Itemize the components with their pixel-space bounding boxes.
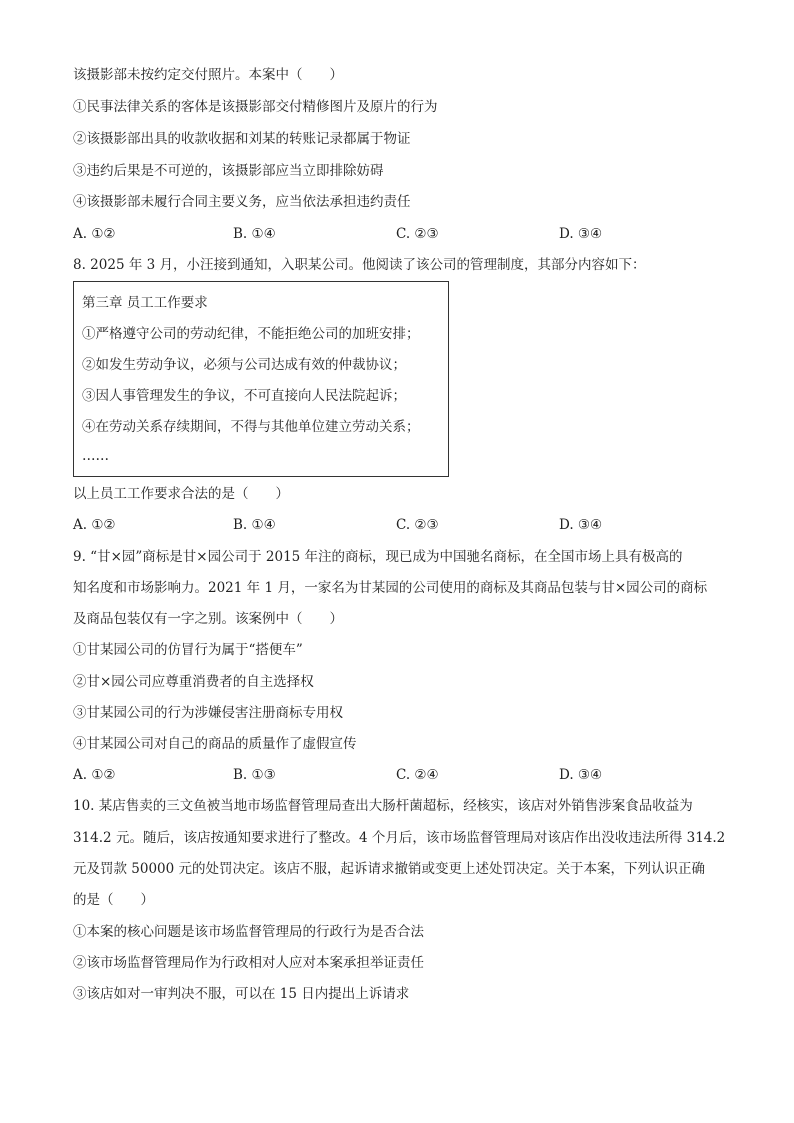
q10-statement-1: ①本案的核心问题是该市场监督管理局的行政行为是否合法 <box>73 924 424 940</box>
q8-stem: 8. 2025 年 3 月，小汪接到通知，入职某公司。他阅读了该公司的管理制度，其部分内容如下： <box>73 257 646 273</box>
q7-statement-4: ④该摄影部未履行合同主要义务，应当依法承担违约责任 <box>73 194 411 210</box>
q9-option-c: C. ②④ <box>396 767 439 783</box>
q8-option-d: D. ③④ <box>559 517 603 533</box>
company-rules-box <box>73 281 449 477</box>
q9-statement-1: ①甘某园公司的仿冒行为属于“搭便车” <box>73 642 303 658</box>
q8-options <box>73 516 753 534</box>
q7-options <box>73 225 753 243</box>
q10-stem-line-4: 的是（ ） <box>73 892 154 908</box>
q9-stem-line-1: 9. “甘×园”商标是甘×园公司于 2015 年注的商标，现已成为中国驰名商标，在全国市场上具有极高的 <box>73 549 683 565</box>
q7-option-d: D. ③④ <box>559 226 603 242</box>
q10-stem-line-2: 314.2 元。随后，该店按通知要求进行了整改。4 个月后，该市场监督管理局对该店作出没收违法所得 314.2 <box>73 830 726 846</box>
q9-statement-4: ④甘某园公司对自己的商品的质量作了虚假宣传 <box>73 736 357 752</box>
q7-option-b: B. ①④ <box>233 226 276 242</box>
rule-2: ②如发生劳动争议，必须与公司达成有效的仲裁协议； <box>82 357 406 373</box>
q9-statement-2: ②甘×园公司应尊重消费者的自主选择权 <box>73 674 314 690</box>
rules-ellipsis: …… <box>82 448 109 464</box>
q9-stem-line-2: 知名度和市场影响力。2021 年 1 月，一家名为甘某园的公司使用的商标及其商品包装与甘×园公司的商标 <box>73 580 708 596</box>
rule-3: ③因人事管理发生的争议，不可直接向人民法院起诉； <box>82 388 406 404</box>
q7-statement-1: ①民事法律关系的客体是该摄影部交付精修图片及原片的行为 <box>73 99 438 115</box>
q8-question: 以上员工工作要求合法的是（ ） <box>73 486 289 502</box>
q8-option-c: C. ②③ <box>396 517 439 533</box>
q10-statement-2: ②该市场监督管理局作为行政相对人应对本案承担举证责任 <box>73 955 424 971</box>
q9-option-b: B. ①③ <box>233 767 276 783</box>
q9-stem-line-3: 及商品包装仅有一字之别。该案例中（ ） <box>73 611 343 627</box>
q7-option-c: C. ②③ <box>396 226 439 242</box>
q8-option-b: B. ①④ <box>233 517 276 533</box>
q7-stem-end: 该摄影部未按约定交付照片。本案中（ ） <box>73 67 343 83</box>
q10-statement-3: ③该店如对一审判决不服，可以在 15 日内提出上诉请求 <box>73 986 410 1002</box>
rule-1: ①严格遵守公司的劳动纪律，不能拒绝公司的加班安排； <box>82 326 420 342</box>
q10-stem-line-1: 10. 某店售卖的三文鱼被当地市场监督管理局查出大肠杆菌超标，经核实，该店对外销售涉案食品收益为 <box>73 798 693 814</box>
q9-option-a: A. ①② <box>73 767 116 783</box>
q9-statement-3: ③甘某园公司的行为涉嫌侵害注册商标专用权 <box>73 705 343 721</box>
q9-options <box>73 766 753 784</box>
rule-4: ④在劳动关系存续期间，不得与其他单位建立劳动关系； <box>82 419 420 435</box>
q8-option-a: A. ①② <box>73 517 116 533</box>
q7-statement-3: ③违约后果是不可逆的，该摄影部应当立即排除妨碍 <box>73 163 384 179</box>
q9-option-d: D. ③④ <box>559 767 603 783</box>
q10-stem-line-3: 元及罚款 50000 元的处罚决定。该店不服，起诉请求撤销或变更上述处罚决定。关于本案，下列认识正确 <box>73 861 706 877</box>
q7-option-a: A. ①② <box>73 226 116 242</box>
q7-statement-2: ②该摄影部出具的收款收据和刘某的转账记录都属于物证 <box>73 131 411 147</box>
rules-heading: 第三章 员工工作要求 <box>82 295 208 311</box>
